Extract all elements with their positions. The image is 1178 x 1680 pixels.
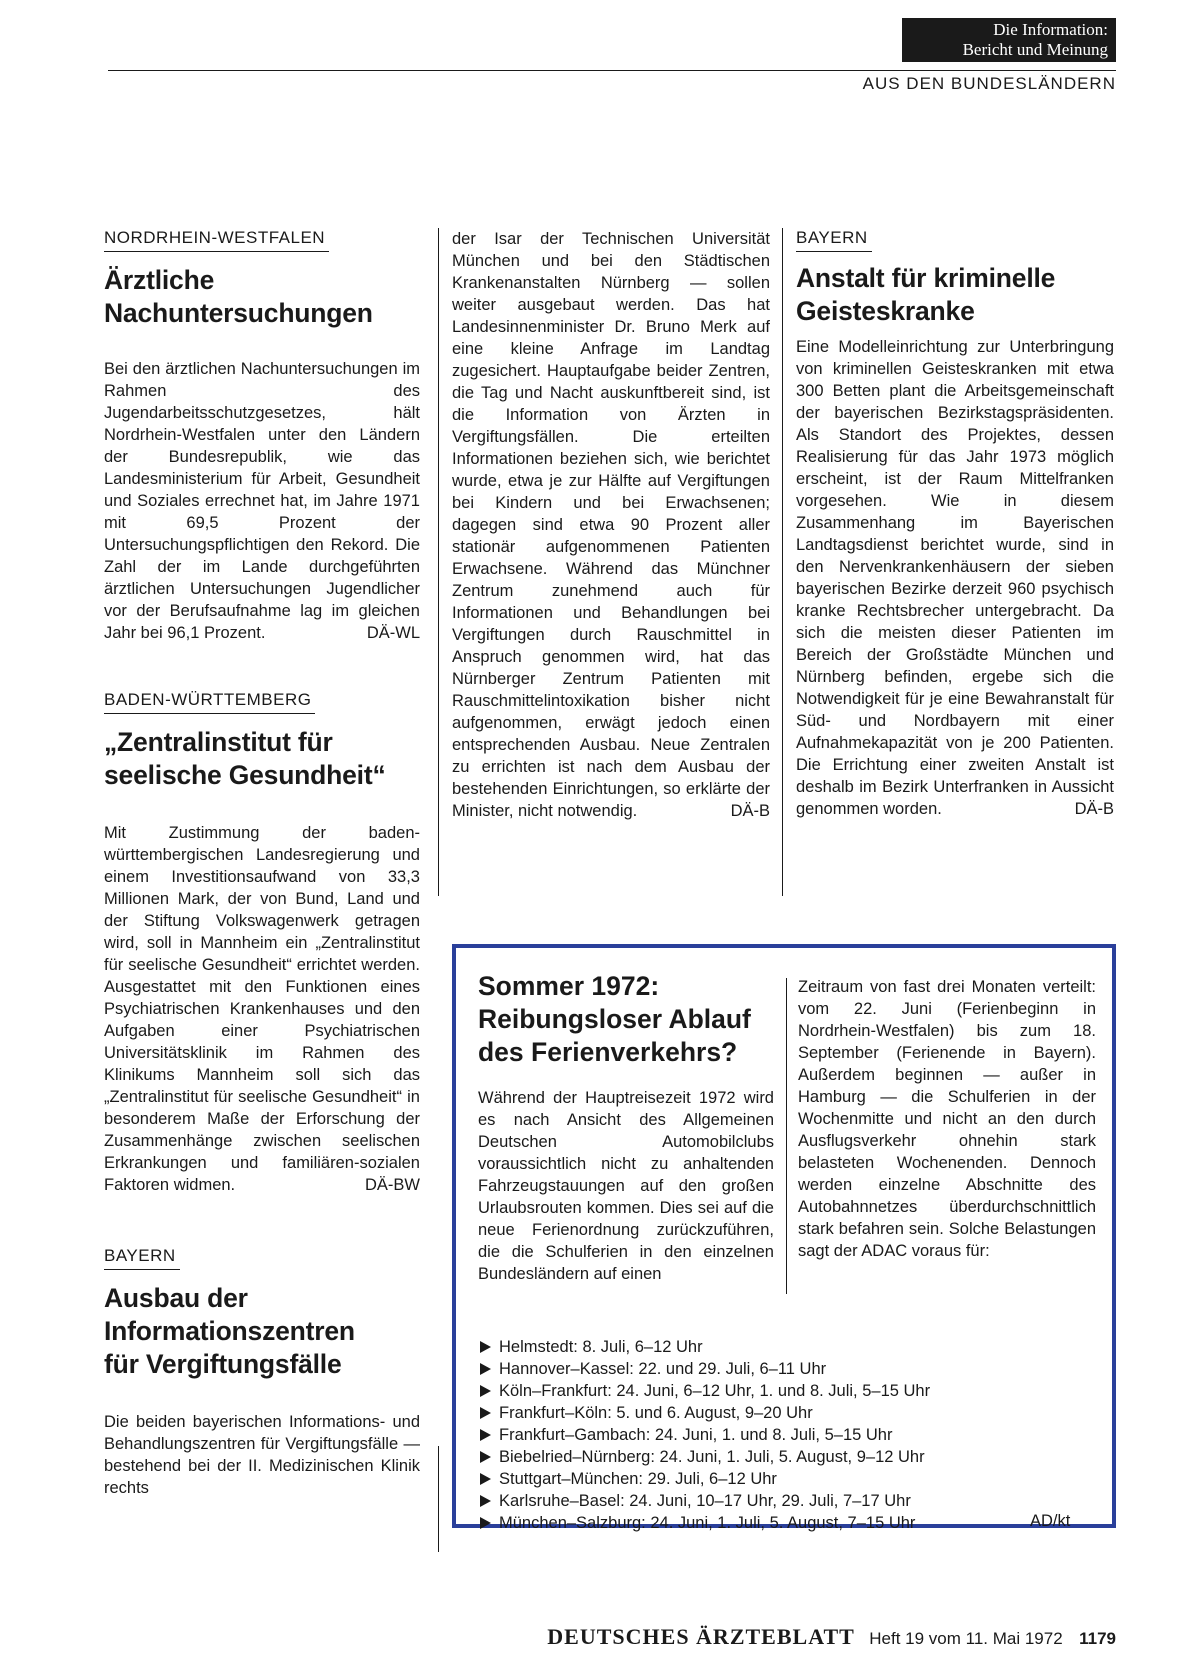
column-divider bbox=[438, 228, 439, 896]
region-label: BADEN-WÜRTTEMBERG bbox=[104, 690, 315, 714]
infobox-signature: AD/kt bbox=[1030, 1512, 1071, 1530]
article-body: Mit Zustimmung der baden-württembergischen Landesregierung und einem Investitionsaufwand von 33,3 Millionen Mark, der von Bund, Land und der Stiftung Volkswagenwerk getragen wird, soll in Mannheim ein „Zentralinstitut für seelische Gesundheit“ errichtet werden. Ausgestattet mit den Funktionen eines Psychiatrischen Krankenhauses und den Aufgaben einer Psychiatrischen Universitätsklinik im Rahmen des Klinikums Mannheim soll sich das „Zentralinstitut für seelische Gesundheit“ in besonderem Maße der Erforschung der Zusammenhänge zwischen seelischen Erkrankungen und familiären-sozialen Faktoren widmen. DÄ-BW bbox=[104, 824, 420, 1194]
column-divider bbox=[782, 228, 783, 896]
route-item: Frankfurt–Gambach: 24. Juni, 1. und 8. Juli, 5–15 Uhr bbox=[480, 1424, 1100, 1446]
article-bayern-vergiftung bbox=[104, 1246, 420, 1499]
route-item: Biebelried–Nürnberg: 24. Juni, 1. Juli, 5. August, 9–12 Uhr bbox=[480, 1446, 1100, 1468]
column-right bbox=[796, 228, 1114, 820]
section-badge-line2: Bericht und Meinung bbox=[962, 40, 1108, 59]
route-item: Köln–Frankfurt: 24. Juni, 6–12 Uhr, 1. und 8. Juli, 5–15 Uhr bbox=[480, 1380, 1100, 1402]
article-signature: DÄ-B bbox=[1074, 800, 1114, 818]
article-headline: Anstalt für kriminelle Geisteskranke bbox=[796, 263, 1056, 326]
region-label: BAYERN bbox=[796, 228, 872, 252]
journal-name: DEUTSCHES ÄRZTEBLATT bbox=[547, 1624, 855, 1649]
route-list bbox=[480, 1336, 1100, 1534]
infobox-body-right: Zeitraum von fast drei Monaten verteilt: vom 22. Juni (Ferienbeginn in Nordrhein-Westfalen) bis zum 18. September (Ferienende in Bayern). Außerdem beginnen — außer in Hamburg — die Schulferien in der Wochenmitte und nicht an den durch Ausflugsverkehr ohnehin stark belasteten Wochenenden. Dennoch werden einzelne Abschnitte des Autobahnnetzes überdurchschnittlich stark befahren sein. Solche Belastungen sagt der ADAC voraus für: bbox=[798, 978, 1096, 1260]
article-headline: Ausbau der Informationszentren für Vergiftungsfälle bbox=[104, 1283, 355, 1379]
route-item: Stuttgart–München: 29. Juli, 6–12 Uhr bbox=[480, 1468, 1100, 1490]
article-body: Die beiden bayerischen Informations- und Behandlungszentren für Vergiftungsfälle — bestehend bei der II. Medizinischen Klinik rechts bbox=[104, 1413, 420, 1497]
article-signature: DÄ-WL bbox=[366, 624, 420, 642]
column-divider bbox=[438, 1446, 439, 1552]
section-title: AUS DEN BUNDESLÄNDERN bbox=[862, 74, 1116, 93]
infobox-ferienverkehr bbox=[452, 944, 1116, 1532]
triangle-bullet-icon bbox=[480, 1495, 491, 1507]
region-label: BAYERN bbox=[104, 1246, 180, 1270]
section-badge-line1: Die Information: bbox=[993, 20, 1108, 39]
column-left bbox=[104, 228, 420, 1499]
route-item: München–Salzburg: 24. Juni, 1. Juli, 5. August, 7–15 Uhr bbox=[480, 1512, 1100, 1534]
route-item: Frankfurt–Köln: 5. und 6. August, 9–20 Uhr bbox=[480, 1402, 1100, 1424]
infobox-right-column bbox=[798, 976, 1096, 1262]
header-rule bbox=[108, 70, 1116, 71]
page-number: 1179 bbox=[1079, 1629, 1116, 1648]
route-item: Helmstedt: 8. Juli, 6–12 Uhr bbox=[480, 1336, 1100, 1358]
article-body: Eine Modelleinrichtung zur Unterbringung von kriminellen Geisteskranken mit etwa 300 Betten plant die Arbeitsgemeinschaft der bayerischen Bezirkstagspräsidenten. Als Standort des Projektes, dessen Realisierung für das Jahr 1973 möglich erscheint, ist der Raum Mittelfranken vorgesehen. Wie in diesem Zusammenhang im Bayerischen Landtagsdienst berichtet wurde, sind in den Nervenkrankenhäusern der sieben bayerischen Bezirke derzeit 960 psychisch kranke Rechtsbrecher untergebracht. Da sich die meisten dieser Patienten im Bereich der Großstädte München und Nürnberg befinden, ergebe sich die Notwendigkeit für je eine Bewahranstalt für Süd- und Nordbayern mit einer Aufnahmekapazität von je 200 Patienten. Die Errichtung einer zweiten Anstalt ist deshalb im Bezirk Unterfranken in Aussicht genommen worden. DÄ-B bbox=[796, 338, 1114, 818]
article-headline: Ärztliche Nachuntersuchungen bbox=[104, 265, 373, 328]
infobox-body-left: Während der Hauptreisezeit 1972 wird es nach Ansicht des Allgemeinen Deutschen Automobilclubs voraussichtlich nicht zu anhaltenden Fahrzeugstauungen auf den großen Urlaubsrouten kommen. Dies sei auf die neue Ferienordnung zurückzuführen, die die Schulferien in den einzelnen Bundesländern auf einen bbox=[478, 1089, 774, 1283]
article-signature: DÄ-BW bbox=[365, 1176, 420, 1194]
article-headline: „Zentralinstitut für seelische Gesundheit“ bbox=[104, 727, 386, 790]
infobox-headline: Sommer 1972: Reibungsloser Ablauf des Ferienverkehrs? bbox=[478, 971, 751, 1067]
triangle-bullet-icon bbox=[480, 1473, 491, 1485]
section-badge bbox=[902, 18, 1116, 62]
column-middle bbox=[452, 228, 770, 822]
route-item: Karlsruhe–Basel: 24. Juni, 10–17 Uhr, 29. Juli, 7–17 Uhr bbox=[480, 1490, 1100, 1512]
triangle-bullet-icon bbox=[480, 1451, 491, 1463]
article-signature: DÄ-B bbox=[730, 802, 770, 820]
issue-info: Heft 19 vom 11. Mai 1972 bbox=[869, 1629, 1063, 1648]
triangle-bullet-icon bbox=[480, 1341, 491, 1353]
article-body: Bei den ärztlichen Nachuntersuchungen im Rahmen des Jugendarbeitsschutzgesetzes, hält Nordrhein-Westfalen unter den Ländern der Bundesrepublik, wie das Landesministerium für Arbeit, Gesundheit und Soziales errechnet hat, im Jahre 1971 mit 69,5 Prozent der Untersuchungspflichtigen den Rekord. Die Zahl der im Lande durchgeführten ärztlichen Untersuchungen Jugendlicher vor der Berufsaufnahme lag im gleichen Jahr bei 96,1 Prozent. DÄ-WL bbox=[104, 360, 420, 642]
article-nrw bbox=[104, 228, 420, 644]
triangle-bullet-icon bbox=[480, 1517, 491, 1529]
infobox-left-column bbox=[478, 970, 774, 1285]
route-item: Hannover–Kassel: 22. und 29. Juli, 6–11 Uhr bbox=[480, 1358, 1100, 1380]
article-body-continued: der Isar der Technischen Universität München und bei den Städtischen Krankenanstalten Nürnberg — sollen weiter ausgebaut werden. Das hat Landesinnenminister Dr. Bruno Merk auf eine kleine Anfrage im Landtag zugesichert. Hauptaufgabe beider Zentren, die Tag und Nacht auskunftbereit sind, ist die Information von Ärzten in Vergiftungsfällen. Die erteilten Informationen beziehen sich, wie berichtet wurde, etwa je zur Hälfte auf Vergiftungen bei Kindern und bei Erwachsenen; dagegen sind etwa 90 Prozent aller stationär aufgenommenen Patienten Erwachsene. Während das Münchner Zentrum zunehmend auch für Informationen und Behandlungen bei Vergiftungen durch Rauschmittel in Anspruch genommen wird, hat das Nürnberger Zentrum Patienten mit Rauschmittelintoxikation bisher nicht aufgenommen, erwägt jedoch einen entsprechenden Ausbau. Neue Zentralen zu errichten ist nach dem Ausbau der bestehenden Einrichtungen, so erklärte der Minister, nicht notwendig. DÄ-B bbox=[452, 230, 770, 820]
page-footer bbox=[540, 1624, 1116, 1650]
region-label: NORDRHEIN-WESTFALEN bbox=[104, 228, 329, 252]
infobox-divider bbox=[786, 978, 787, 1294]
article-bw bbox=[104, 690, 420, 1196]
triangle-bullet-icon bbox=[480, 1429, 491, 1441]
triangle-bullet-icon bbox=[480, 1407, 491, 1419]
triangle-bullet-icon bbox=[480, 1363, 491, 1375]
triangle-bullet-icon bbox=[480, 1385, 491, 1397]
